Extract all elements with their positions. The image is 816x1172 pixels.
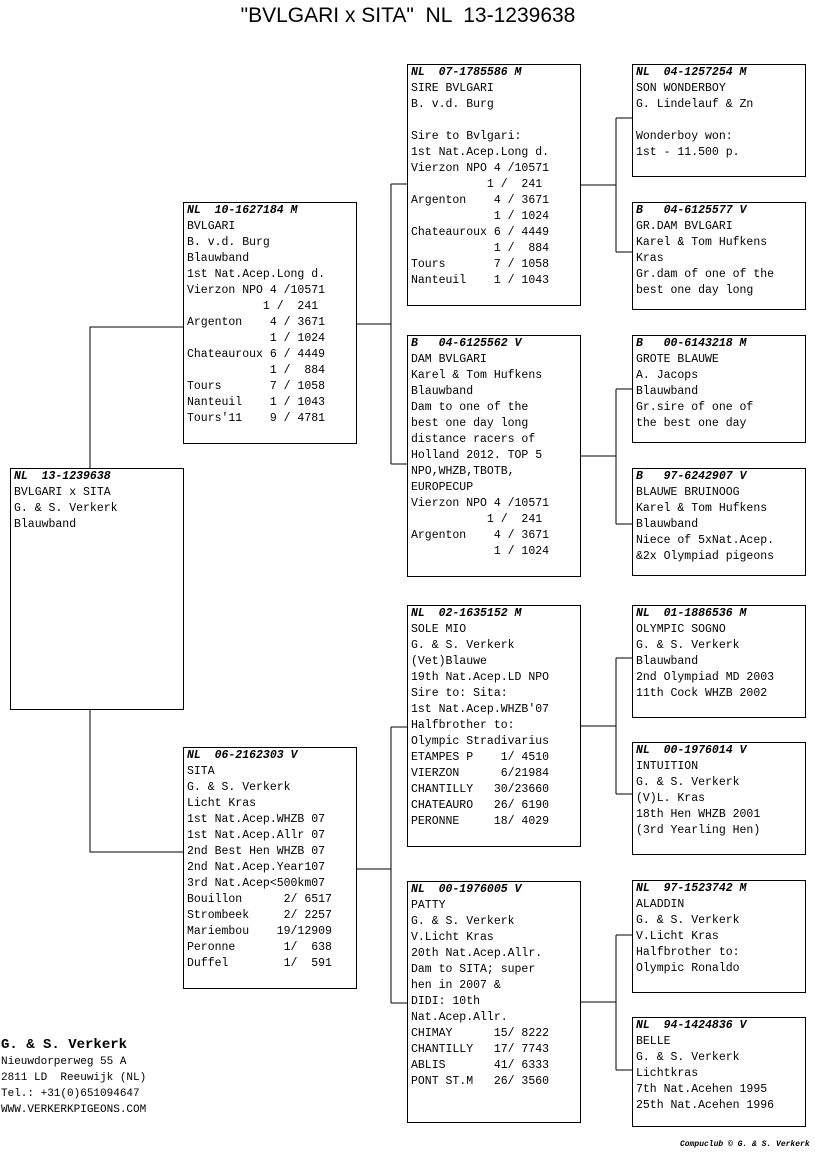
pigeon-detail-line: PATTY bbox=[411, 899, 446, 912]
pigeon-detail-line: Sire to Bvlgari: bbox=[411, 130, 522, 143]
ring-number: B 97-6242907 V bbox=[636, 470, 747, 483]
pigeon-detail-line: SOLE MIO bbox=[411, 623, 467, 636]
pigeon-detail-line: G. & S. Verkerk bbox=[636, 1051, 740, 1064]
pigeon-card-ggp-4 bbox=[632, 468, 806, 576]
ring-number: NL 02-1635152 M bbox=[411, 607, 522, 620]
pigeon-detail-line: Wonderboy won: bbox=[636, 130, 733, 143]
pigeon-detail-line: Argenton 4 / 3671 bbox=[411, 194, 550, 207]
ring-number: NL 07-1785586 M bbox=[411, 66, 522, 79]
pigeon-detail-line: CHANTILLY 30/23660 bbox=[411, 783, 550, 796]
pigeon-detail-line: Blauwband bbox=[636, 655, 699, 668]
pigeon-detail-line: Vierzon NPO 4 /10571 bbox=[411, 162, 550, 175]
pigeon-detail-line: SON WONDERBOY bbox=[636, 82, 726, 95]
pigeon-detail-line: (Vet)Blauwe bbox=[411, 655, 487, 668]
pigeon-detail-line: V.Licht Kras bbox=[411, 931, 494, 944]
pigeon-detail-line: Blauwband bbox=[636, 518, 699, 531]
pigeon-detail-line: Karel & Tom Hufkens bbox=[411, 369, 543, 382]
pigeon-detail-line: BVLGARI x SITA bbox=[14, 486, 111, 499]
breeder-phone: Tel.: +31(0)651094647 bbox=[1, 1088, 140, 1100]
pigeon-detail-line: G. & S. Verkerk bbox=[636, 639, 740, 652]
pigeon-details bbox=[636, 81, 805, 161]
pigeon-detail-line: CHATEAURO 26/ 6190 bbox=[411, 799, 550, 812]
pigeon-detail-line: NPO,WHZB,TBOTB, bbox=[411, 465, 515, 478]
pigeon-details bbox=[411, 81, 580, 289]
pigeon-detail-line: SIRE BVLGARI bbox=[411, 82, 494, 95]
pigeon-detail-line: 20th Nat.Acep.Allr. bbox=[411, 947, 543, 960]
pigeon-detail-line bbox=[636, 113, 805, 129]
pigeon-detail-line: Halfbrother to: bbox=[411, 719, 515, 732]
pigeon-detail-line: BVLGARI bbox=[187, 220, 236, 233]
pigeon-detail-line: 1st Nat.Acep.Long d. bbox=[411, 146, 550, 159]
pigeon-detail-line: Nat.Acep.Allr. bbox=[411, 1011, 508, 1024]
pigeon-detail-line: (3rd Yearling Hen) bbox=[636, 824, 761, 837]
pigeon-detail-line: DAM BVLGARI bbox=[411, 353, 487, 366]
pigeon-card-dam-dam bbox=[407, 881, 581, 1123]
pigeon-detail-line: 1st Nat.Acep.WHZB'07 bbox=[411, 703, 550, 716]
pigeon-detail-line: 3rd Nat.Acep<500km07 bbox=[187, 877, 326, 890]
pigeon-detail-line: Sire to: Sita: bbox=[411, 687, 508, 700]
pigeon-details bbox=[636, 759, 805, 839]
pigeon-detail-line: distance racers of bbox=[411, 433, 536, 446]
pigeon-detail-line: Blauwband bbox=[187, 252, 250, 265]
pigeon-detail-line: Olympic Stradivarius bbox=[411, 735, 550, 748]
pigeon-detail-line: OLYMPIC SOGNO bbox=[636, 623, 726, 636]
pigeon-detail-line: 1 / 241 bbox=[411, 178, 543, 191]
pigeon-card-dam bbox=[183, 747, 357, 989]
pigeon-detail-line: B. v.d. Burg bbox=[411, 98, 494, 111]
pigeon-detail-line: G. & S. Verkerk bbox=[411, 639, 515, 652]
pigeon-details bbox=[187, 219, 356, 427]
pigeon-card-ggp-5 bbox=[632, 605, 806, 718]
pigeon-detail-line: ALADDIN bbox=[636, 898, 685, 911]
pigeon-detail-line: 1 / 1024 bbox=[187, 332, 326, 345]
breeder-name: G. & S. Verkerk bbox=[1, 1037, 128, 1053]
pigeon-detail-line: VIERZON 6/21984 bbox=[411, 767, 550, 780]
pigeon-detail-line: Vierzon NPO 4 /10571 bbox=[187, 284, 326, 297]
pigeon-detail-line: 1st Nat.Acep.Long d. bbox=[187, 268, 326, 281]
pigeon-detail-line: INTUITION bbox=[636, 760, 699, 773]
pigeon-detail-line: 1st Nat.Acep.Allr 07 bbox=[187, 829, 326, 842]
ring-number: B 04-6125562 V bbox=[411, 337, 522, 350]
pigeon-detail-line: Karel & Tom Hufkens bbox=[636, 236, 768, 249]
pigeon-details bbox=[14, 485, 183, 533]
pigeon-detail-line: B. v.d. Burg bbox=[187, 236, 270, 249]
pigeon-card-ggp-6 bbox=[632, 742, 806, 855]
breeder-website: WWW.VERKERKPIGEONS.COM bbox=[1, 1104, 147, 1116]
pigeon-detail-line: Bouillon 2/ 6517 bbox=[187, 893, 332, 906]
pigeon-detail-line: BLAUWE BRUINOOG bbox=[636, 486, 740, 499]
pigeon-detail-line: Halfbrother to: bbox=[636, 946, 740, 959]
pigeon-details bbox=[636, 1034, 805, 1114]
pigeon-card-ggp-3 bbox=[632, 335, 806, 443]
pigeon-detail-line: Tours 7 / 1058 bbox=[187, 380, 326, 393]
pigeon-detail-line: Licht Kras bbox=[187, 797, 257, 810]
pigeon-detail-line: Holland 2012. TOP 5 bbox=[411, 449, 543, 462]
pigeon-detail-line: Chateauroux 6 / 4449 bbox=[411, 226, 550, 239]
pigeon-detail-line: G. & S. Verkerk bbox=[187, 781, 291, 794]
pigeon-details bbox=[187, 764, 356, 972]
pigeon-detail-line: 1 / 241 bbox=[411, 513, 543, 526]
page-title: "BVLGARI x SITA" NL 13-1239638 bbox=[240, 4, 576, 27]
pigeon-detail-line bbox=[411, 113, 580, 129]
pigeon-detail-line: best one day long bbox=[411, 417, 529, 430]
pigeon-detail-line: ABLIS 41/ 6333 bbox=[411, 1059, 550, 1072]
pigeon-detail-line: the best one day bbox=[636, 417, 747, 430]
pigeon-detail-line: 11th Cock WHZB 2002 bbox=[636, 687, 768, 700]
pigeon-detail-line: Duffel 1/ 591 bbox=[187, 957, 332, 970]
pigeon-card-ggp-2 bbox=[632, 202, 806, 310]
pigeon-detail-line: Blauwband bbox=[14, 518, 77, 531]
pigeon-detail-line: G. & S. Verkerk bbox=[14, 502, 118, 515]
pigeon-detail-line: Gr.dam of one of the bbox=[636, 268, 775, 281]
pigeon-detail-line: 1 / 1024 bbox=[411, 545, 550, 558]
ring-number: NL 94-1424836 V bbox=[636, 1019, 747, 1032]
pigeon-detail-line: 1 / 884 bbox=[187, 364, 326, 377]
pigeon-details bbox=[636, 485, 805, 565]
pigeon-detail-line: Lichtkras bbox=[636, 1067, 699, 1080]
pigeon-detail-line: Tours'11 9 / 4781 bbox=[187, 412, 326, 425]
pigeon-details bbox=[636, 219, 805, 299]
pigeon-card-dam-sire bbox=[407, 605, 581, 847]
pigeon-card-sire-sire bbox=[407, 64, 581, 306]
ring-number: B 04-6125577 V bbox=[636, 204, 747, 217]
pigeon-detail-line: PONT ST.M 26/ 3560 bbox=[411, 1075, 550, 1088]
ring-number: NL 04-1257254 M bbox=[636, 66, 747, 79]
pigeon-detail-line: Strombeek 2/ 2257 bbox=[187, 909, 332, 922]
pigeon-detail-line: 2nd Best Hen WHZB 07 bbox=[187, 845, 326, 858]
pigeon-detail-line: Gr.sire of one of bbox=[636, 401, 754, 414]
breeder-info bbox=[1, 1036, 146, 1118]
ring-number: NL 01-1886536 M bbox=[636, 607, 747, 620]
pigeon-detail-line: ETAMPES P 1/ 4510 bbox=[411, 751, 550, 764]
pigeon-details bbox=[411, 622, 580, 830]
pigeon-card-subject bbox=[10, 468, 184, 710]
ring-number: NL 97-1523742 M bbox=[636, 882, 747, 895]
pigeon-detail-line: PERONNE 18/ 4029 bbox=[411, 815, 550, 828]
pigeon-detail-line: 1 / 241 bbox=[187, 300, 319, 313]
pigeon-detail-line: (V)L. Kras bbox=[636, 792, 706, 805]
pigeon-detail-line: Peronne 1/ 638 bbox=[187, 941, 332, 954]
pigeon-details bbox=[636, 897, 805, 977]
pigeon-detail-line: G. & S. Verkerk bbox=[411, 915, 515, 928]
ring-number: NL 13-1239638 bbox=[14, 470, 111, 483]
pigeon-detail-line: 7th Nat.Acehen 1995 bbox=[636, 1083, 768, 1096]
pigeon-detail-line: Chateauroux 6 / 4449 bbox=[187, 348, 326, 361]
pigeon-detail-line: 2nd Olympiad MD 2003 bbox=[636, 671, 775, 684]
ring-number: B 00-6143218 M bbox=[636, 337, 747, 350]
pigeon-card-ggp-8 bbox=[632, 1017, 806, 1127]
pigeon-detail-line: Dam to SITA; super bbox=[411, 963, 536, 976]
pigeon-detail-line: 2nd Nat.Acep.Year107 bbox=[187, 861, 326, 874]
pigeon-detail-line: 25th Nat.Acehen 1996 bbox=[636, 1099, 775, 1112]
pigeon-details bbox=[411, 898, 580, 1090]
pigeon-detail-line: G. & S. Verkerk bbox=[636, 776, 740, 789]
pigeon-details bbox=[636, 622, 805, 702]
pigeon-detail-line: 1st Nat.Acep.WHZB 07 bbox=[187, 813, 326, 826]
pigeon-card-sire bbox=[183, 202, 357, 444]
pigeon-detail-line: G. Lindelauf & Zn bbox=[636, 98, 754, 111]
pigeon-detail-line: 19th Nat.Acep.LD NPO bbox=[411, 671, 550, 684]
pigeon-card-sire-dam bbox=[407, 335, 581, 577]
pigeon-detail-line: Nanteuil 1 / 1043 bbox=[187, 396, 326, 409]
pigeon-detail-line: DIDI: 10th bbox=[411, 995, 481, 1008]
pigeon-card-ggp-1 bbox=[632, 64, 806, 177]
pigeon-detail-line: 18th Hen WHZB 2001 bbox=[636, 808, 761, 821]
pigeon-detail-line: Vierzon NPO 4 /10571 bbox=[411, 497, 550, 510]
pigeon-detail-line: Blauwband bbox=[411, 385, 474, 398]
software-credit: Compuclub © G. & S. Verkerk bbox=[680, 1140, 810, 1149]
pigeon-detail-line: CHIMAY 15/ 8222 bbox=[411, 1027, 550, 1040]
pigeon-detail-line: A. Jacops bbox=[636, 369, 699, 382]
pigeon-card-ggp-7 bbox=[632, 880, 806, 993]
breeder-address-line: 2811 LD Reeuwijk (NL) bbox=[1, 1072, 147, 1084]
pigeon-detail-line: GR.DAM BVLGARI bbox=[636, 220, 733, 233]
pigeon-detail-line: EUROPECUP bbox=[411, 481, 474, 494]
pigeon-details bbox=[636, 352, 805, 432]
pigeon-detail-line: best one day long bbox=[636, 284, 754, 297]
breeder-address-line: Nieuwdorperweg 55 A bbox=[1, 1056, 127, 1068]
pigeon-detail-line: 1 / 884 bbox=[411, 242, 550, 255]
pigeon-detail-line: G. & S. Verkerk bbox=[636, 914, 740, 927]
pigeon-detail-line: Olympic Ronaldo bbox=[636, 962, 740, 975]
pigeon-detail-line: Karel & Tom Hufkens bbox=[636, 502, 768, 515]
pigeon-detail-line: Mariembou 19/12909 bbox=[187, 925, 332, 938]
pigeon-detail-line: GROTE BLAUWE bbox=[636, 353, 719, 366]
ring-number: NL 06-2162303 V bbox=[187, 749, 298, 762]
pigeon-detail-line: 1 / 1024 bbox=[411, 210, 550, 223]
pigeon-detail-line: hen in 2007 & bbox=[411, 979, 501, 992]
pigeon-detail-line: Argenton 4 / 3671 bbox=[187, 316, 326, 329]
pigeon-detail-line: CHANTILLY 17/ 7743 bbox=[411, 1043, 550, 1056]
pigeon-detail-line: BELLE bbox=[636, 1035, 671, 1048]
ring-number: NL 00-1976005 V bbox=[411, 883, 522, 896]
pigeon-detail-line: 1st - 11.500 p. bbox=[636, 146, 740, 159]
pigeon-detail-line: Nanteuil 1 / 1043 bbox=[411, 274, 550, 287]
pigeon-detail-line: SITA bbox=[187, 765, 215, 778]
pigeon-details bbox=[411, 352, 580, 560]
pigeon-detail-line: Tours 7 / 1058 bbox=[411, 258, 550, 271]
pigeon-detail-line: Dam to one of the bbox=[411, 401, 529, 414]
pigeon-detail-line: Argenton 4 / 3671 bbox=[411, 529, 550, 542]
ring-number: NL 10-1627184 M bbox=[187, 204, 298, 217]
pigeon-detail-line: Kras bbox=[636, 252, 664, 265]
pigeon-detail-line: V.Licht Kras bbox=[636, 930, 719, 943]
pigeon-detail-line: Blauwband bbox=[636, 385, 699, 398]
pigeon-detail-line: &2x Olympiad pigeons bbox=[636, 550, 775, 563]
pigeon-detail-line: Niece of 5xNat.Acep. bbox=[636, 534, 775, 547]
ring-number: NL 00-1976014 V bbox=[636, 744, 747, 757]
